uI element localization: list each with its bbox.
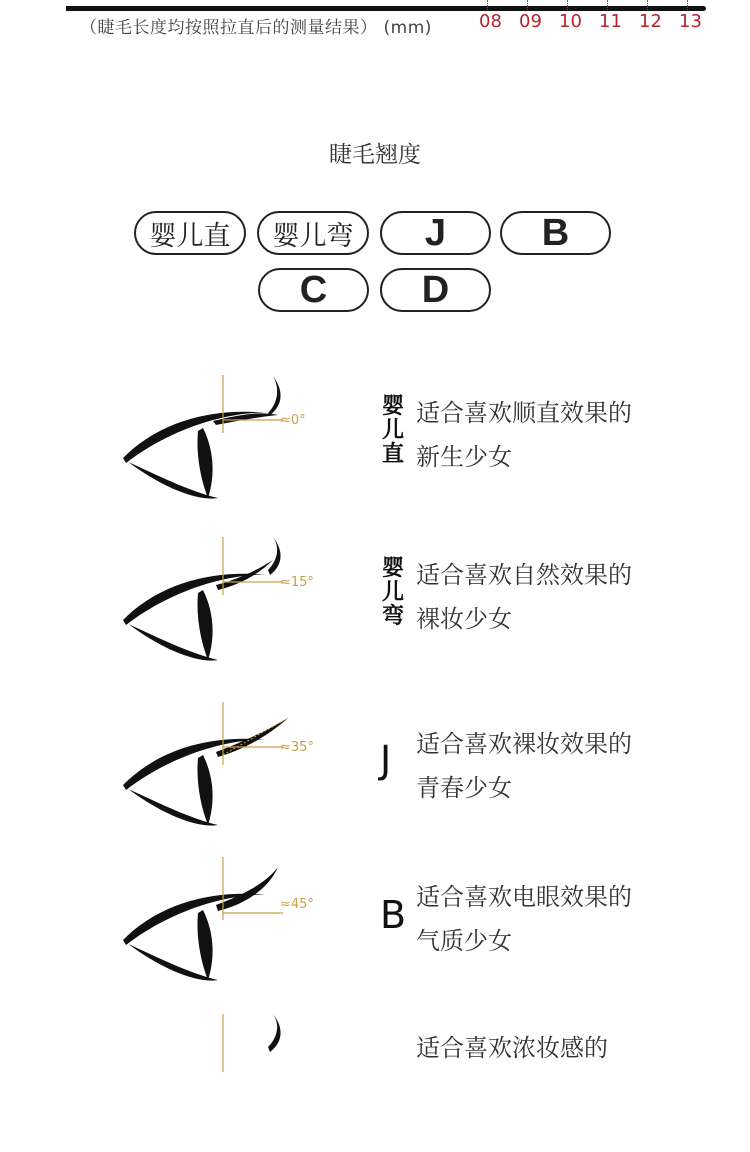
row-description-line: 裸妆少女 (416, 605, 512, 633)
curl-option-baby-straight[interactable]: 婴儿直 (134, 211, 246, 255)
row-description-line: 适合喜欢电眼效果的 (416, 883, 632, 911)
measurement-unit: (mm) (383, 18, 432, 38)
row-description (416, 875, 632, 963)
size-label: 11 (599, 11, 622, 32)
angle-label: ≈15° (280, 575, 314, 590)
curl-option-c[interactable]: C (258, 268, 369, 312)
size-label: 08 (479, 11, 502, 32)
type-label-letter: J (380, 738, 392, 782)
curl-option-b[interactable]: B (500, 211, 611, 255)
size-label: 10 (559, 11, 582, 32)
row-description (416, 1026, 608, 1070)
curl-row-baby-straight (0, 373, 750, 523)
size-label: 09 (519, 11, 542, 32)
type-label-letter: B (380, 893, 407, 937)
section-title: 睫毛翘度 (329, 142, 421, 168)
angle-label: ≈0° (280, 413, 306, 428)
row-description (416, 391, 632, 479)
measurement-strip (0, 0, 750, 40)
measurement-note-text: （睫毛长度均按照拉直后的测量结果） (80, 18, 378, 38)
curl-row-c-partial (0, 1012, 750, 1062)
eye-lash-b-curl-icon (118, 855, 338, 995)
row-description (416, 722, 632, 810)
row-description-line: 适合喜欢浓妆感的 (416, 1034, 608, 1062)
curl-row-baby-curve (0, 535, 750, 685)
row-description-line: 适合喜欢自然效果的 (416, 561, 632, 589)
row-description-line: 青春少女 (416, 774, 512, 802)
curl-option-baby-curve[interactable]: 婴儿弯 (257, 211, 369, 255)
type-label-vertical: 婴 儿 弯 (381, 556, 404, 629)
curl-row-b (0, 855, 750, 1005)
curl-option-d[interactable]: D (380, 268, 491, 312)
curl-option-j[interactable]: J (380, 211, 491, 255)
angle-label: ≈35° (280, 740, 314, 755)
eye-lash-slight-curl-icon (118, 535, 338, 675)
row-description-line: 适合喜欢顺直效果的 (416, 399, 632, 427)
row-description-line: 新生少女 (416, 443, 512, 471)
row-description (416, 553, 632, 641)
size-label: 12 (639, 11, 662, 32)
eye-lash-c-curl-icon (118, 1012, 338, 1152)
measurement-note (80, 13, 432, 38)
eye-lash-j-curl-icon (118, 700, 338, 840)
row-description-line: 适合喜欢裸妆效果的 (416, 730, 632, 758)
size-label: 13 (679, 11, 702, 32)
row-description-line: 气质少女 (416, 927, 512, 955)
size-labels (479, 11, 719, 32)
curl-row-j (0, 700, 750, 850)
type-label-vertical: 婴 儿 直 (381, 394, 404, 467)
eye-lash-straight-icon (118, 373, 338, 513)
angle-label: ≈45° (280, 897, 314, 912)
